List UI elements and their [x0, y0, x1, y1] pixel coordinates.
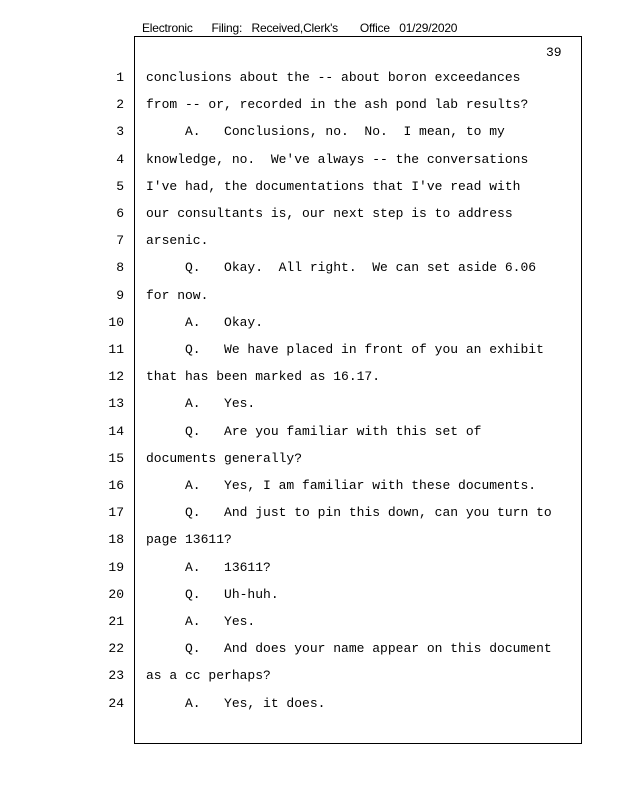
line-number: 4 [116, 151, 124, 167]
line-number: 23 [108, 668, 124, 684]
line-number: 13 [108, 396, 124, 412]
line-text: from -- or, recorded in the ash pond lab results? [146, 97, 529, 113]
line-text: as a cc perhaps? [146, 668, 271, 684]
line-text: our consultants is, our next step is to address [146, 206, 513, 221]
line-number: 12 [108, 369, 124, 385]
line-text: Q. We have placed in front of you an exhibit [146, 342, 544, 357]
line-number: 20 [108, 586, 124, 602]
line-number: 9 [116, 287, 124, 303]
line-number: 17 [108, 505, 124, 521]
line-text: Q. Okay. All right. We can set aside 6.06 [146, 260, 537, 276]
line-number: 21 [108, 614, 124, 629]
line-number: 8 [116, 260, 124, 276]
line-number: 14 [108, 423, 124, 439]
filing-stamp-header: Electronic Filing: Received,Clerk's Office 01/29/2020 [142, 21, 458, 35]
line-number: 7 [116, 233, 124, 249]
line-number: 18 [108, 532, 124, 548]
line-text: A. Okay. [146, 314, 264, 330]
line-number: 3 [116, 124, 124, 140]
line-text: documents generally? [146, 450, 303, 466]
line-number: 5 [116, 178, 124, 194]
line-number: 6 [116, 206, 124, 221]
line-text: A. 13611? [146, 559, 271, 575]
line-number: 2 [116, 97, 124, 113]
page-number: 39 [546, 45, 562, 60]
line-text: A. Yes. [146, 614, 256, 629]
line-text: A. Yes, I am familiar with these documents. [146, 478, 537, 493]
line-text: A. Conclusions, no. No. I mean, to my [146, 124, 505, 140]
line-text: page 13611? [146, 532, 232, 548]
line-text: conclusions about the -- about boron exceedances [146, 70, 521, 85]
line-text: for now. [146, 287, 209, 303]
line-number: 11 [108, 342, 124, 357]
line-number: 1 [116, 70, 124, 85]
line-text: knowledge, no. We've always -- the conversations [146, 151, 529, 167]
line-text: arsenic. [146, 233, 209, 249]
line-number: 10 [108, 314, 124, 330]
line-text: A. Yes. [146, 396, 256, 412]
line-text: Q. Are you familiar with this set of [146, 423, 482, 439]
line-number: 22 [108, 641, 124, 657]
line-text: I've had, the documentations that I've read with [146, 178, 521, 194]
line-number: 24 [108, 695, 124, 711]
line-text: Q. Uh-huh. [146, 586, 279, 602]
line-text: Q. And just to pin this down, can you turn to [146, 505, 552, 521]
line-text: that has been marked as 16.17. [146, 369, 381, 385]
line-number: 16 [108, 478, 124, 493]
line-text: A. Yes, it does. [146, 695, 326, 711]
line-text: Q. And does your name appear on this document [146, 641, 552, 657]
transcript-page-border [134, 36, 582, 744]
line-number: 19 [108, 559, 124, 575]
line-number: 15 [108, 450, 124, 466]
